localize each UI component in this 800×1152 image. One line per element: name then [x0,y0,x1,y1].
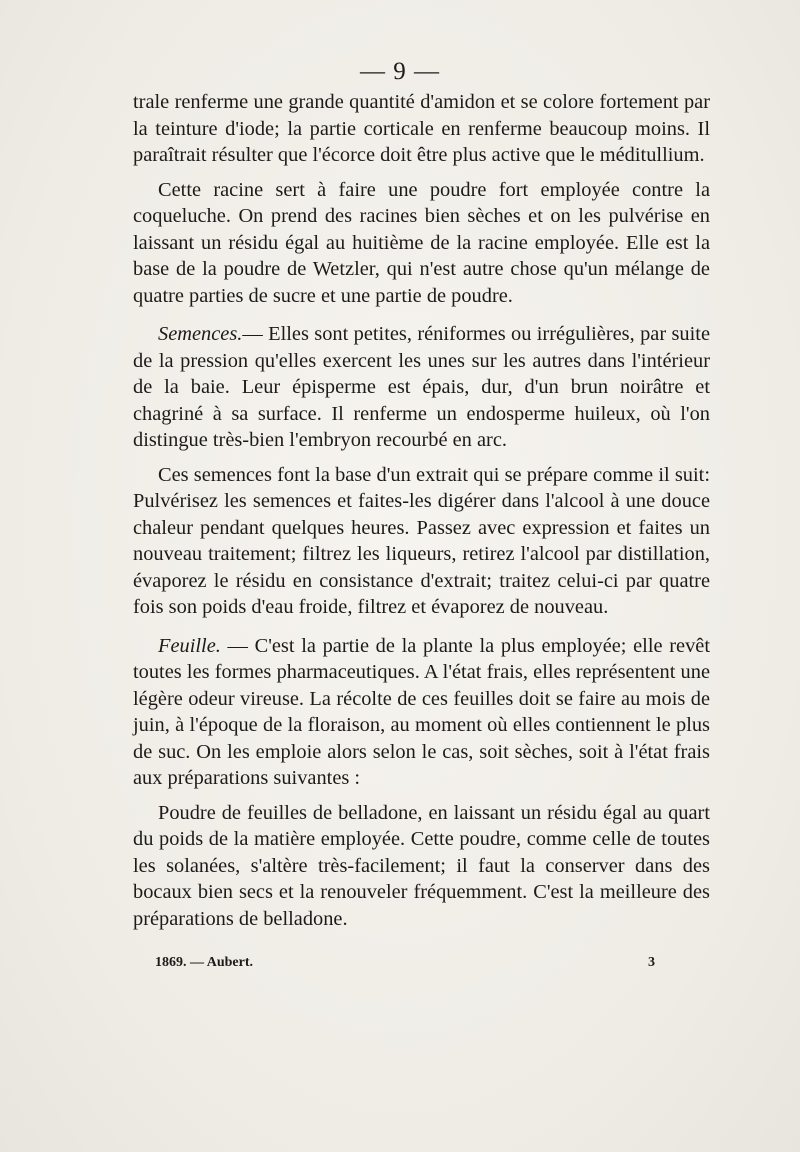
paragraph-text: — C'est la partie de la plante la plus employée; elle revêt toutes les formes pharmaceutiques. A l'état frais, elles représentent une légère odeur vireuse. La récolte de ces feuilles doit se faire au mois de juin, à l'époque de la floraison, au moment où elles contiennent le plus de suc. On les emploie alors selon le cas, soit sèches, soit à l'état frais aux préparations suivantes : [133,634,710,789]
paragraph-semences [133,321,710,454]
paragraph-text: Ces semences font la base d'un extrait qui se prépare comme il suit: Pulvérisez les semences et faites-les digérer dans l'alcool à une douce chaleur pendant quelques heures. Passez avec expression et faites un nouveau traitement; filtrez les liqueurs, retirez l'alcool par distillation, évaporez le résidu en consistance d'extrait; traitez celui-ci par quatre fois son poids d'eau froide, filtrez et évaporez de nouveau. [133,463,710,618]
body-text [133,89,710,932]
paragraph-extract [133,462,710,621]
footer-signature-mark: 3 [648,955,655,970]
paragraph-continuation [133,89,710,169]
paragraph-text: Cette racine sert à faire une poudre fort employée contre la coqueluche. On prend des racines bien sèches et on les pulvérise en laissant un résidu égal au huitième de la racine employée. Elle est la base de la poudre de Wetzler, qui n'est autre chose qu'un mélange de quatre parties de sucre et une partie de poudre. [133,178,710,307]
paragraph-text: — Elles sont petites, réniformes ou irrégulières, par suite de la pression qu'elles exercent les unes sur les autres dans l'intérieur de la baie. Leur épisperme est épais, dur, d'un brun noirâtre et chagriné à sa surface. Il renferme un endosperme huileux, où l'on distingue très-bien l'embryon recourbé en arc. [133,323,710,451]
paragraph-feuille [133,633,710,792]
section-heading-semences: Semences. [158,323,243,345]
section-heading-feuille: Feuille. [158,634,221,657]
footer-signature: 1869. — Aubert. [155,955,253,970]
paragraph-leaf-powder [133,800,710,933]
page-footer [155,955,655,971]
paragraph-text: trale renferme une grande quantité d'amidon et se colore fortement par la teinture d'iode; la partie corticale en renferme beaucoup moins. Il paraîtrait résulter que l'écorce doit être plus active que le méditullium. [133,91,710,166]
paragraph-text: Poudre de feuilles de belladone, en laissant un résidu égal au quart du poids de la matière employée. Cette poudre, comme celle de toutes les solanées, s'altère très-facilement; il faut la conserver dans des bocaux bien secs et la renouveler fréquemment. C'est la meilleure des préparations de belladone. [133,801,710,930]
page-number: — 9 — [360,58,440,85]
paragraph-root-powder [133,177,710,310]
